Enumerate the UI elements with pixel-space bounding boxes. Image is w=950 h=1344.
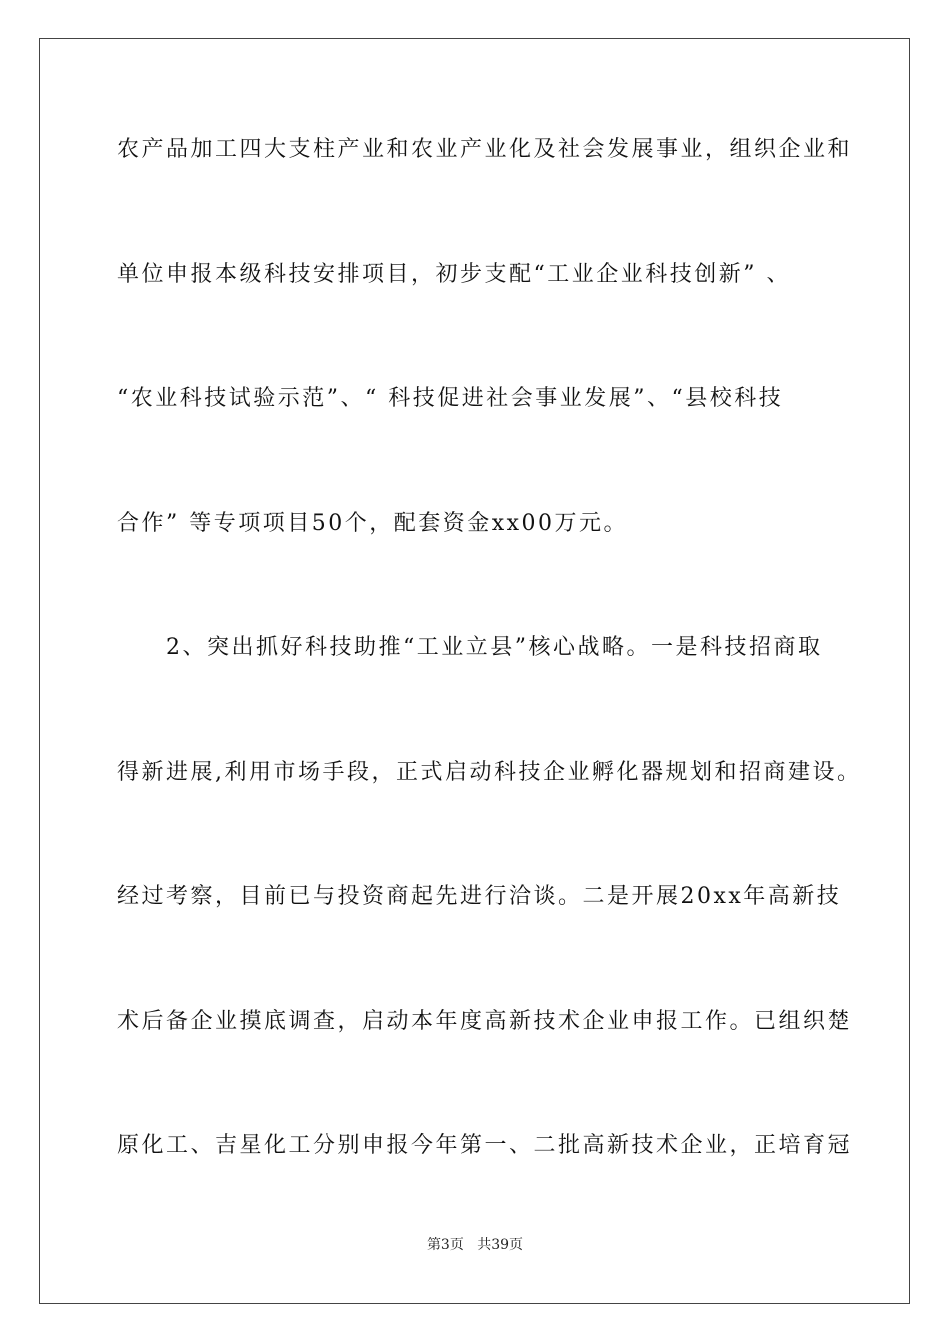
page-border (39, 38, 910, 1304)
paragraph-line-8: 术后备企业摸底调查，启动本年度高新技术企业申报工作。已组织楚 (117, 1009, 853, 1034)
paragraph-line-1: 农产品加工四大支柱产业和农业产业化及社会发展事业，组织企业和 (117, 137, 853, 162)
paragraph-line-5: 2、突出抓好科技助推“工业立县”核心战略。一是科技招商取 (166, 635, 823, 660)
paragraph-line-4: 合作” 等专项项目50个，配套资金xx00万元。 (117, 511, 629, 536)
paragraph-line-6: 得新进展,利用市场手段，正式启动科技企业孵化器规划和招商建设。 (117, 760, 862, 785)
paragraph-line-9: 原化工、吉星化工分别申报今年第一、二批高新技术企业，正培育冠 (117, 1133, 853, 1158)
paragraph-line-2: 单位申报本级科技安排项目，初步支配“工业企业科技创新” 、 (117, 262, 791, 287)
page-number: 第3页 (426, 1237, 464, 1253)
page-footer (0, 1236, 950, 1254)
paragraph-line-3: “农业科技试验示范”、“ 科技促进社会事业发展”、“县校科技 (117, 386, 784, 411)
page-total: 共39页 (477, 1237, 524, 1253)
paragraph-line-7: 经过考察，目前已与投资商起先进行洽谈。二是开展20xx年高新技 (117, 884, 842, 909)
